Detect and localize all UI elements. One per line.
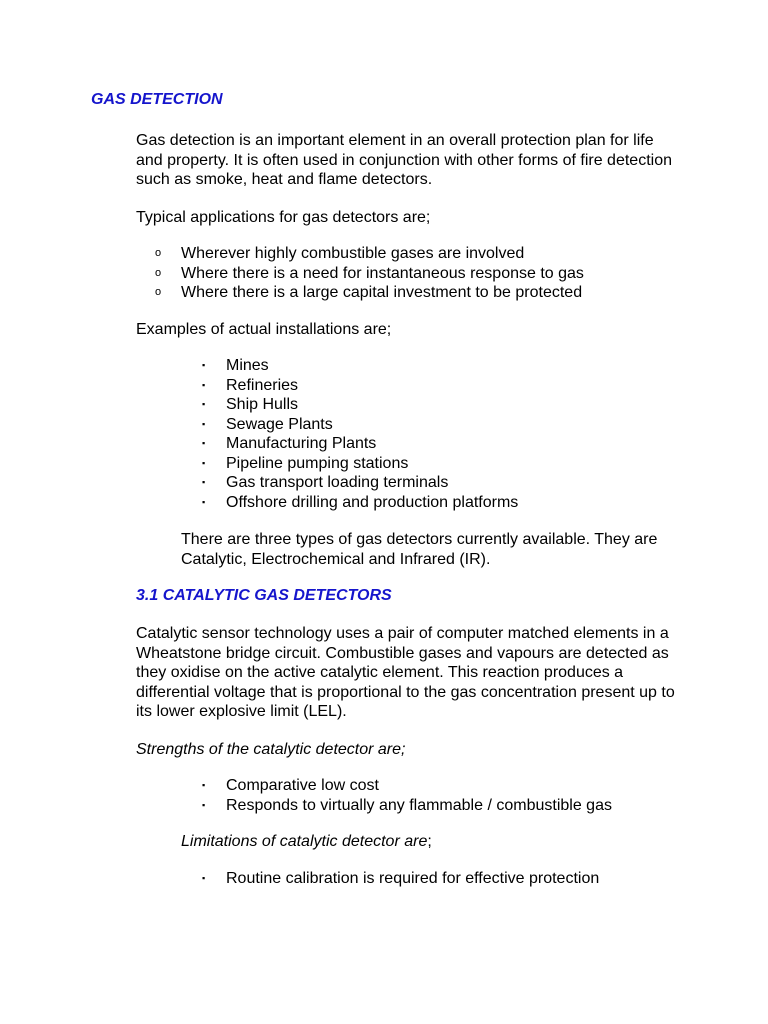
limitations-intro-text: Limitations of catalytic detector are <box>181 833 428 850</box>
list-item-text: Comparative low cost <box>226 777 379 794</box>
strengths-list <box>202 776 682 815</box>
circle-bullet-icon: o <box>155 247 162 259</box>
list-item <box>202 473 682 493</box>
circle-bullet-icon: o <box>155 286 162 298</box>
catalytic-paragraph: Catalytic sensor technology uses a pair of computer matched elements in a Wheatstone bridge circuit. Combustible gases and vapours are detected as they oxidise on the active catalytic element. This reaction produces a differential voltage that is proportional to the gas concentration present up to its lower explosive limit (LEL). <box>136 625 675 720</box>
intro-paragraph: Gas detection is an important element in an overall protection plan for life and property. It is often used in conjunction with other forms of fire detection such as smoke, heat and flame detectors. <box>136 132 672 188</box>
list-item <box>202 356 682 376</box>
list-item <box>202 454 682 474</box>
square-bullet-icon: ▪ <box>202 873 206 883</box>
square-bullet-icon: ▪ <box>202 780 206 790</box>
list-item-text: Ship Hulls <box>226 396 299 413</box>
applications-list <box>155 244 675 303</box>
list-item <box>202 395 682 415</box>
limitations-intro <box>181 832 676 852</box>
strengths-intro: Strengths of the catalytic detector are; <box>136 741 406 758</box>
list-item <box>202 376 682 396</box>
list-item <box>155 264 675 284</box>
applications-intro: Typical applications for gas detectors are; <box>136 209 431 226</box>
types-paragraph: There are three types of gas detectors currently available. They are Catalytic, Electrochemical and Infrared (IR). <box>181 531 658 568</box>
square-bullet-icon: ▪ <box>202 438 206 448</box>
square-bullet-icon: ▪ <box>202 379 206 390</box>
square-bullet-icon: ▪ <box>202 799 206 810</box>
square-bullet-icon: ▪ <box>202 496 206 507</box>
square-bullet-icon: ▪ <box>202 418 206 429</box>
list-item-text: Manufacturing Plants <box>226 435 377 452</box>
list-item <box>155 283 675 303</box>
square-bullet-icon: ▪ <box>202 457 206 468</box>
list-item-text: Offshore drilling and production platforms <box>226 493 519 511</box>
square-bullet-icon: ▪ <box>202 399 206 409</box>
list-item-text: Where there is a large capital investment to be protected <box>181 284 583 301</box>
limitations-intro-suffix: ; <box>427 833 432 850</box>
list-item-text: Responds to virtually any flammable / combustible gas <box>226 796 612 814</box>
list-item <box>202 415 682 435</box>
list-item <box>155 244 675 264</box>
list-item-text: Pipeline pumping stations <box>226 454 409 472</box>
heading-catalytic-detectors: 3.1 CATALYTIC GAS DETECTORS <box>136 587 392 604</box>
list-item-text: Routine calibration is required for effective protection <box>226 870 600 887</box>
list-item-text: Wherever highly combustible gases are involved <box>181 245 525 262</box>
list-item <box>202 493 682 513</box>
list-item-text: Refineries <box>226 376 299 394</box>
list-item-text: Gas transport loading terminals <box>226 474 449 491</box>
list-item <box>202 434 682 454</box>
list-item <box>202 776 682 796</box>
list-item-text: Mines <box>226 357 269 374</box>
list-item-text: Where there is a need for instantaneous response to gas <box>181 264 584 282</box>
square-bullet-icon: ▪ <box>202 477 206 487</box>
list-item <box>202 796 682 816</box>
heading-gas-detection: GAS DETECTION <box>91 91 223 108</box>
list-item-text: Sewage Plants <box>226 415 333 433</box>
square-bullet-icon: ▪ <box>202 360 206 370</box>
limitations-list <box>202 869 682 889</box>
examples-intro: Examples of actual installations are; <box>136 321 392 338</box>
list-item <box>202 869 682 889</box>
circle-bullet-icon: o <box>155 266 162 279</box>
examples-list <box>202 356 682 512</box>
